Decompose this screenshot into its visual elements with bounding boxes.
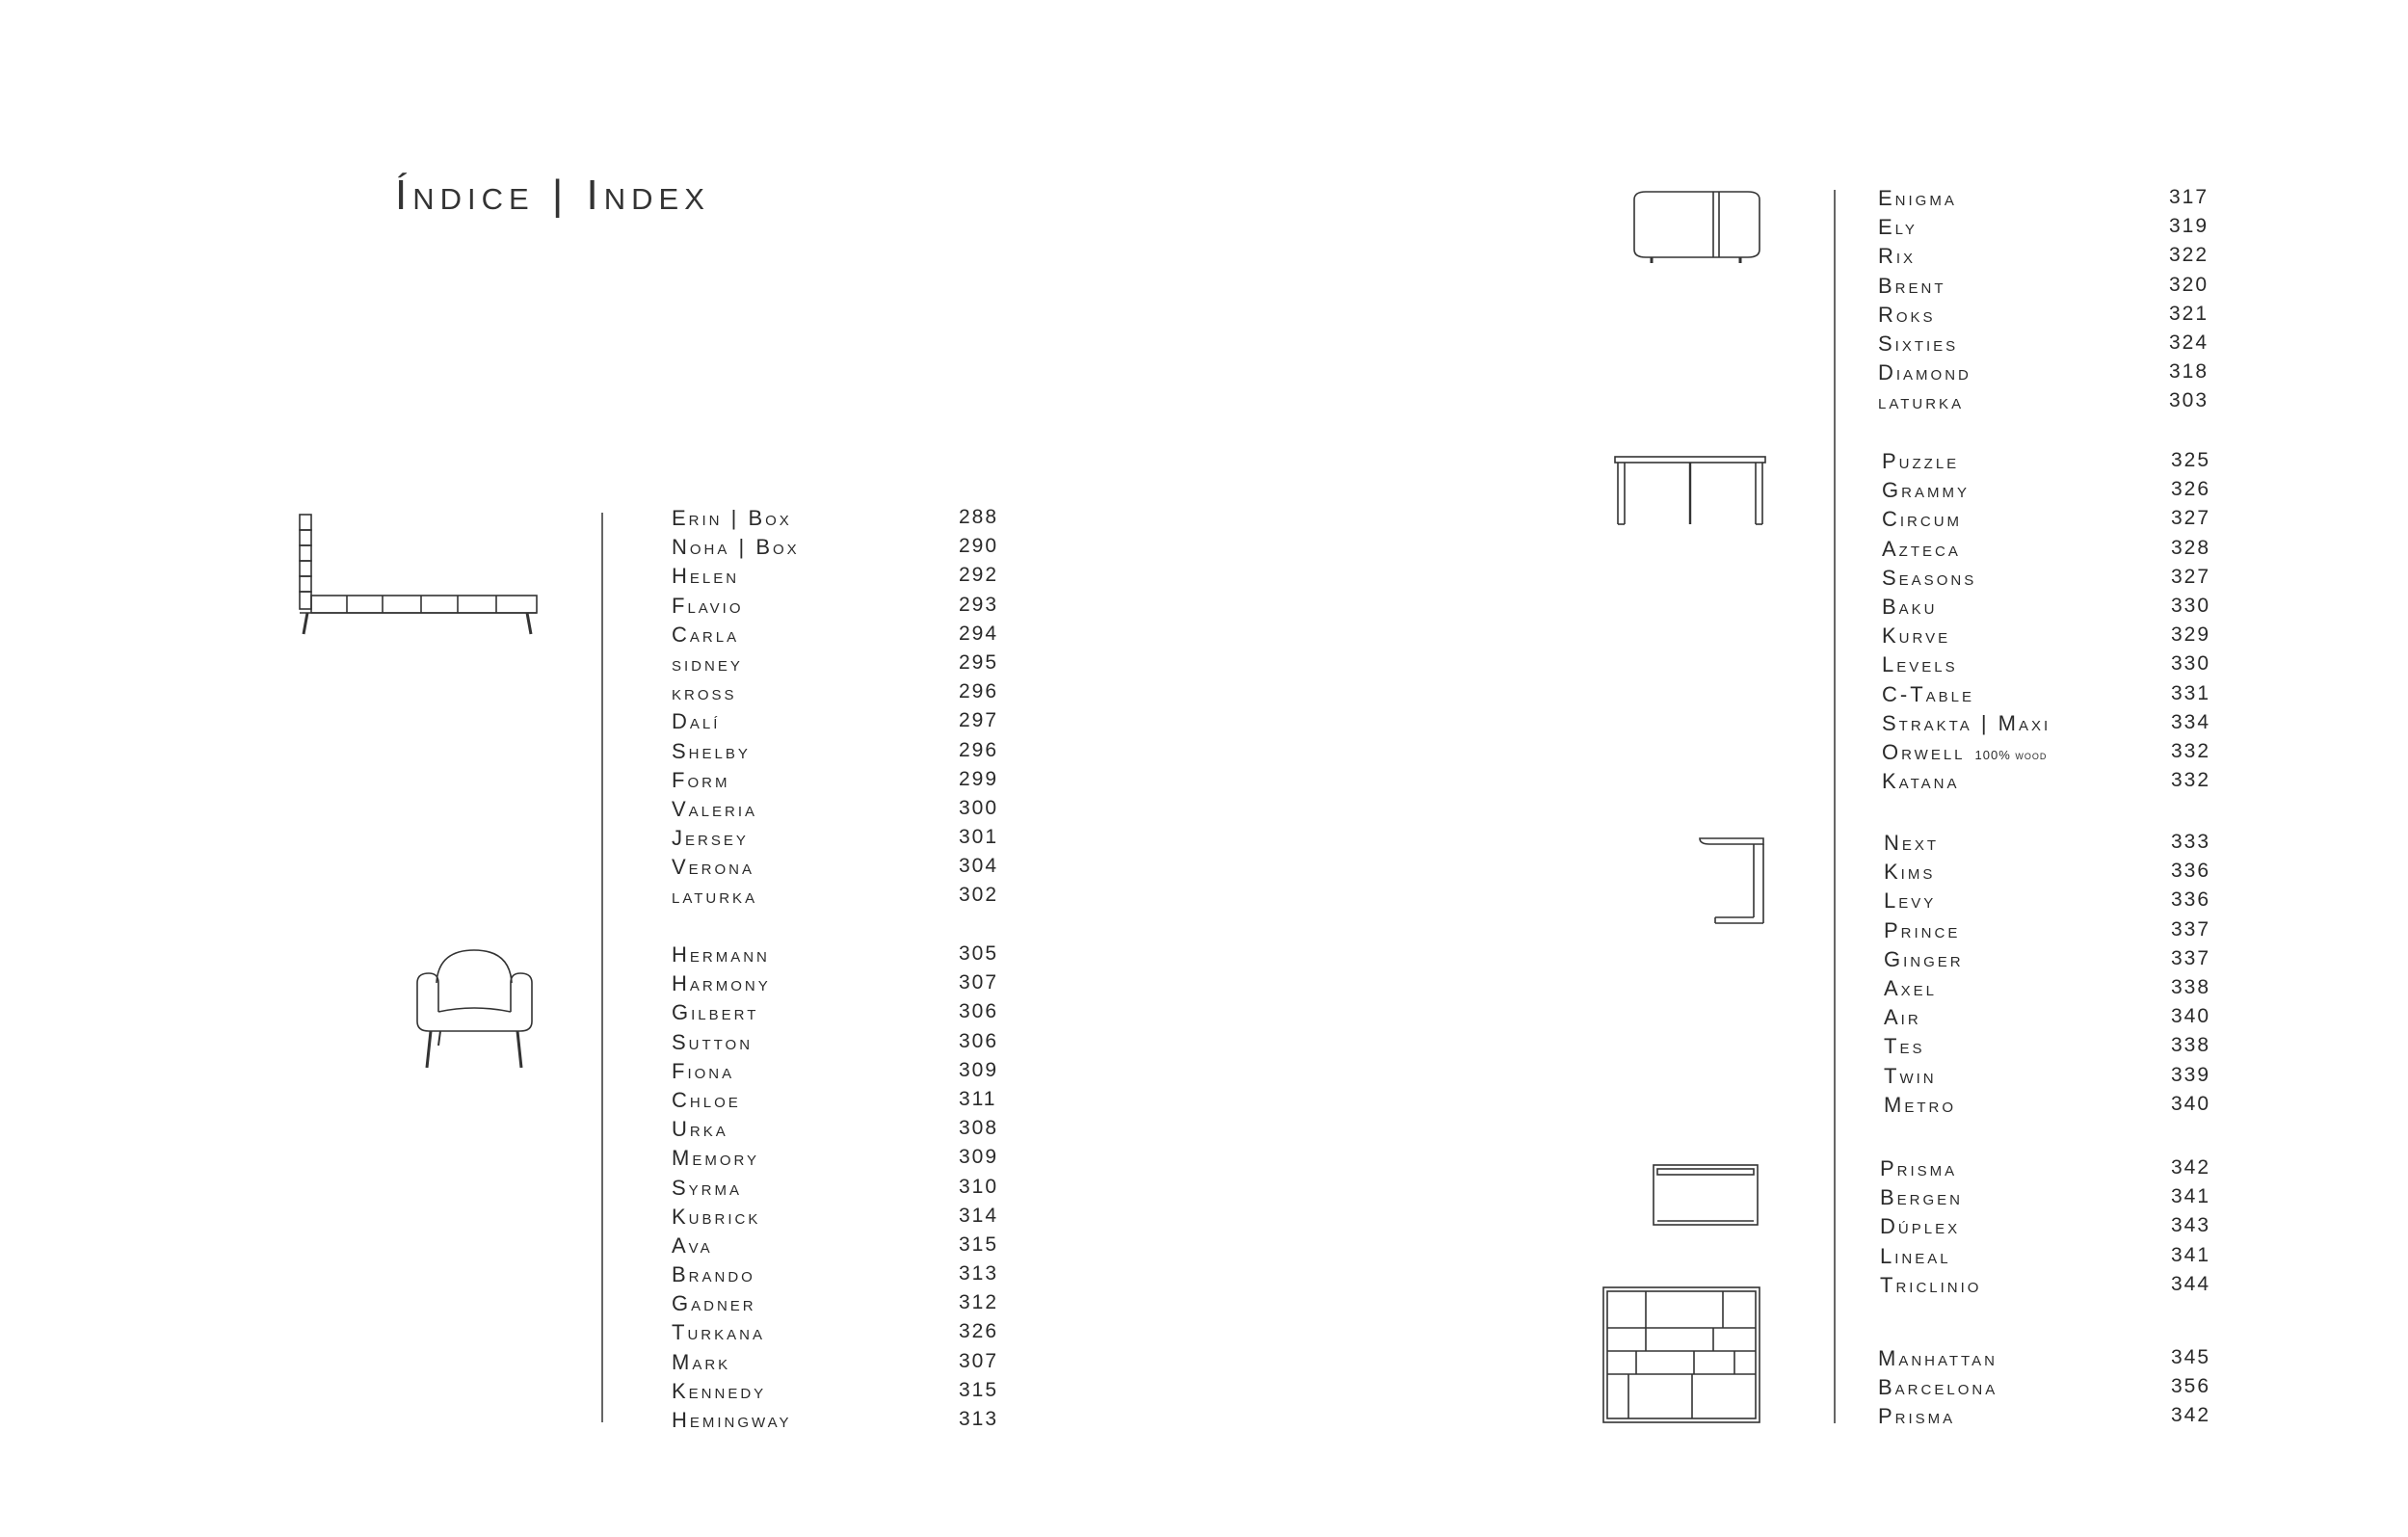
entry-name [1884, 860, 1935, 885]
entry-name [1878, 360, 1971, 385]
entry-name-text: Urka [672, 1117, 728, 1142]
entry-name-text: Memory [672, 1146, 760, 1171]
entry-name-text: Manhattan [1878, 1346, 1998, 1370]
entry-name-text: Seasons [1882, 565, 1977, 590]
entry-page-number: 340 [2171, 1005, 2211, 1028]
entry-name [1878, 1404, 1955, 1429]
entry-page-number: 315 [959, 1232, 999, 1256]
entry-name-text: Harmony [672, 971, 771, 996]
entry-name-text: Jersey [672, 826, 749, 851]
entry-page-number: 308 [959, 1117, 999, 1140]
entry-name-text: kross [672, 680, 737, 705]
entry-name [672, 535, 800, 560]
entry-name [1882, 769, 1959, 794]
entry-name [1878, 331, 1958, 357]
entry-page-number: 297 [959, 709, 999, 732]
right-divider [1834, 190, 1836, 1423]
entry-name [672, 1379, 766, 1404]
entry-name-text: Sutton [672, 1029, 754, 1054]
entry-page-number: 296 [959, 680, 999, 703]
entry-page-number: 313 [959, 1262, 999, 1285]
entry-page-number: 317 [2169, 186, 2210, 208]
entry-name-text: Hemingway [672, 1408, 792, 1432]
entry-page-number: 300 [959, 796, 999, 819]
entry-name-text: Levy [1884, 888, 1937, 914]
entry-name [1882, 682, 1974, 707]
entry-name [672, 1176, 742, 1201]
entry-name-text: Enigma [1878, 186, 1957, 210]
entry-page-number: 320 [2169, 273, 2210, 296]
entry-name-text: Kennedy [672, 1378, 767, 1403]
entry-page-number: 326 [959, 1320, 999, 1343]
entry-page-number: 326 [2171, 478, 2211, 501]
entry-name-text: Mark [672, 1349, 731, 1374]
bed-icon [294, 511, 544, 641]
entry-page-number: 340 [2171, 1092, 2211, 1115]
entry-name [1878, 215, 1918, 240]
entry-page-number: 306 [959, 1000, 999, 1023]
entry-name-text: Erin | Box [672, 506, 792, 530]
entry-name [672, 1408, 792, 1433]
entry-name-text: Hermann [672, 942, 770, 967]
entry-name-text: Lineal [1880, 1243, 1951, 1268]
entry-name-text: Fiona [672, 1058, 735, 1083]
entry-page-number: 309 [959, 1146, 999, 1169]
entry-name-text: Puzzle [1882, 449, 1960, 473]
entry-name [1882, 478, 1970, 503]
entry-page-number: 333 [2171, 831, 2211, 853]
entry-name [672, 1117, 728, 1142]
entry-page-number: 332 [2171, 769, 2211, 792]
entry-page-number: 332 [2171, 739, 2211, 762]
entry-name-text: Rix [1878, 244, 1917, 269]
entry-name [1878, 1346, 1998, 1371]
entry-name-text: C-Table [1882, 681, 1975, 706]
armchair-icon [410, 944, 540, 1074]
entry-name [672, 651, 743, 676]
entry-name [672, 1233, 713, 1259]
entry-name-text: sidney [672, 650, 743, 676]
entry-name-text: Ava [672, 1232, 713, 1258]
entry-name-text: Katana [1882, 769, 1960, 794]
entry-page-number: 337 [2171, 946, 2211, 969]
entry-name-text: laturka [672, 884, 758, 909]
entry-page-number: 313 [959, 1408, 999, 1430]
entry-name [1882, 711, 2051, 736]
entry-name-text: Metro [1884, 1092, 1956, 1117]
entry-page-number: 338 [2171, 975, 2211, 998]
entry-name [1878, 274, 1946, 299]
entry-name [672, 1146, 759, 1171]
entry-name-text: Prince [1884, 917, 1961, 942]
entry-note: 100% wood [1974, 747, 2048, 762]
entry-name [672, 1350, 730, 1375]
entry-name-text: Roks [1878, 302, 1936, 327]
entry-page-number: 328 [2171, 536, 2211, 559]
entry-name [672, 1088, 741, 1113]
entry-page-number: 322 [2169, 244, 2210, 267]
side-table-icon [1696, 833, 1773, 929]
entry-page-number: 329 [2171, 623, 2211, 647]
entry-name-text: Prisma [1878, 1404, 1956, 1429]
entry-name [672, 709, 720, 734]
entry-name [1884, 947, 1964, 972]
entry-name [1884, 1093, 1956, 1118]
entry-page-number: 325 [2171, 449, 2211, 471]
entry-name [672, 1000, 758, 1025]
entry-name-text: Kubrick [672, 1204, 761, 1229]
entry-name [1884, 976, 1937, 1001]
entry-page-number: 331 [2171, 681, 2211, 704]
entry-name [672, 1030, 753, 1055]
entry-page-number: 301 [959, 826, 999, 849]
entry-name [672, 1205, 760, 1230]
entry-name [672, 506, 792, 531]
entry-name-text: Diamond [1878, 360, 1971, 385]
entry-page-number: 310 [959, 1175, 999, 1198]
left-divider [601, 513, 603, 1422]
entry-name [1884, 888, 1936, 914]
entry-page-number: 306 [959, 1029, 999, 1052]
entry-name [1884, 1064, 1937, 1089]
entry-name-text: Brando [672, 1262, 755, 1287]
entry-page-number: 315 [959, 1378, 999, 1401]
entry-page-number: 296 [959, 738, 999, 761]
entry-page-number: 295 [959, 650, 999, 674]
entry-name-text: Grammy [1882, 478, 1970, 503]
entry-page-number: 314 [959, 1204, 999, 1227]
entry-page-number: 336 [2171, 860, 2211, 883]
entry-page-number: 307 [959, 1349, 999, 1372]
entry-page-number: 327 [2171, 507, 2211, 530]
entry-name [1882, 537, 1961, 562]
entry-name-text: Orwell [1882, 739, 1966, 764]
entry-name [1884, 1005, 1921, 1030]
entry-name-text: Prisma [1880, 1156, 1958, 1180]
entry-name-text: Triclinio [1880, 1272, 1982, 1297]
entry-name [672, 623, 739, 648]
entry-page-number: 309 [959, 1058, 999, 1081]
entry-name [1884, 1034, 1924, 1059]
entry-page-number: 294 [959, 622, 999, 645]
entry-name [672, 564, 739, 589]
entry-name [672, 855, 754, 880]
entry-name-text: Baku [1882, 594, 1938, 619]
entry-name-text: Air [1884, 1005, 1921, 1030]
entry-name-text: Valeria [672, 796, 758, 821]
entry-name-text: Kurve [1882, 623, 1951, 649]
entry-name-text: Brent [1878, 273, 1946, 298]
entry-page-number: 321 [2169, 302, 2210, 325]
entry-name [672, 1291, 756, 1316]
entry-name-text: Chloe [672, 1087, 741, 1112]
entry-page-number: 337 [2171, 917, 2211, 941]
entry-name-text: Dalí [672, 709, 721, 734]
entry-page-number: 330 [2171, 652, 2211, 676]
entry-name [672, 797, 757, 822]
entry-page-number: 342 [2171, 1156, 2211, 1179]
entry-name [1882, 566, 1976, 591]
bookcase-icon [1600, 1284, 1763, 1426]
entry-page-number: 341 [2171, 1185, 2211, 1208]
entry-page-number: 345 [2171, 1346, 2211, 1368]
entry-page-number: 324 [2169, 331, 2210, 354]
entry-name [672, 826, 749, 851]
entry-name-text: Twin [1884, 1063, 1937, 1088]
entry-name [672, 1320, 765, 1345]
entry-name [1882, 507, 1962, 532]
ottoman-icon [1628, 188, 1768, 265]
entry-name-text: Sixties [1878, 331, 1959, 356]
entry-page-number: 293 [959, 593, 999, 616]
entry-name [1880, 1273, 1981, 1298]
entry-name-text: Axel [1884, 975, 1938, 1000]
entry-name-text: Form [672, 767, 730, 792]
entry-name [1884, 831, 1939, 856]
entry-name-text: Ginger [1884, 946, 1964, 971]
entry-page-number: 327 [2171, 565, 2211, 588]
entry-name [1884, 918, 1960, 943]
entry-name [1880, 1244, 1951, 1269]
entry-name-text: Dúplex [1880, 1214, 1961, 1239]
entry-name [1878, 303, 1936, 328]
entry-name-text: Ely [1878, 215, 1918, 240]
entry-page-number: 344 [2171, 1272, 2211, 1295]
table-icon [1611, 453, 1770, 530]
entry-name [1882, 595, 1938, 620]
entry-name [672, 1262, 755, 1287]
entry-name-text: Levels [1882, 652, 1958, 677]
entry-name-text: Bergen [1880, 1185, 1964, 1210]
entry-name-text: Circum [1882, 507, 1963, 532]
entry-page-number: 338 [2171, 1034, 2211, 1057]
entry-page-number: 356 [2171, 1375, 2211, 1398]
entry-name-text: Next [1884, 831, 1940, 855]
entry-page-number: 342 [2171, 1404, 2211, 1427]
entry-page-number: 341 [2171, 1243, 2211, 1266]
entry-name-text: Shelby [672, 738, 751, 763]
entry-page-number: 312 [959, 1291, 999, 1314]
entry-page-number: 318 [2169, 360, 2210, 384]
entry-name-text: Verona [672, 855, 755, 880]
entry-name-text: Azteca [1882, 536, 1961, 561]
entry-name-text: Kims [1884, 860, 1936, 885]
entry-name-text: Flavio [672, 593, 744, 618]
entry-name-text: Syrma [672, 1175, 743, 1200]
entry-name-text: Barcelona [1878, 1375, 1998, 1400]
entry-name [1880, 1156, 1957, 1181]
entry-name [672, 1059, 734, 1084]
entry-page-number: 290 [959, 535, 999, 558]
entry-name-text: Strakta | Maxi [1882, 710, 2051, 735]
entry-name [672, 768, 729, 793]
entry-name [1878, 244, 1916, 269]
entry-name-text: Gilbert [672, 1000, 759, 1025]
entry-page-number: 307 [959, 971, 999, 994]
entry-page-number: 299 [959, 767, 999, 790]
entry-name-text: Turkana [672, 1320, 765, 1345]
entry-name [672, 884, 757, 909]
entry-name [1880, 1214, 1960, 1239]
entry-name [1882, 623, 1950, 649]
page-title: Índice | Index [395, 172, 710, 219]
entry-page-number: 292 [959, 564, 999, 587]
entry-page-number: 330 [2171, 594, 2211, 617]
entry-name-text: Helen [672, 564, 740, 589]
entry-name-text: Carla [672, 622, 740, 647]
entry-name [672, 594, 744, 619]
entry-name [672, 680, 737, 705]
entry-page-number: 305 [959, 942, 999, 965]
entry-name-text: Gadner [672, 1291, 756, 1316]
entry-page-number: 304 [959, 855, 999, 878]
entry-name-text: laturka [1878, 389, 1965, 414]
entry-page-number: 334 [2171, 710, 2211, 733]
entry-name [1878, 186, 1957, 211]
entry-name [1882, 740, 2047, 765]
entry-page-number: 288 [959, 506, 999, 528]
entry-name [1882, 652, 1958, 677]
entry-name [1882, 449, 1959, 474]
entry-page-number: 311 [959, 1087, 997, 1110]
entry-page-number: 303 [2169, 389, 2210, 412]
entry-name-text: Tes [1884, 1034, 1925, 1059]
entry-page-number: 319 [2169, 215, 2210, 238]
entry-name [1878, 389, 1964, 414]
entry-page-number: 343 [2171, 1214, 2211, 1237]
entry-name [1880, 1185, 1963, 1210]
entry-name [672, 971, 771, 996]
entry-name [672, 942, 770, 967]
entry-page-number: 302 [959, 884, 999, 907]
entry-name [1878, 1375, 1998, 1400]
entry-name [672, 739, 751, 764]
sideboard-icon [1648, 1161, 1763, 1229]
entry-page-number: 339 [2171, 1063, 2211, 1086]
entry-name-text: Noha | Box [672, 535, 800, 560]
entry-page-number: 336 [2171, 888, 2211, 912]
